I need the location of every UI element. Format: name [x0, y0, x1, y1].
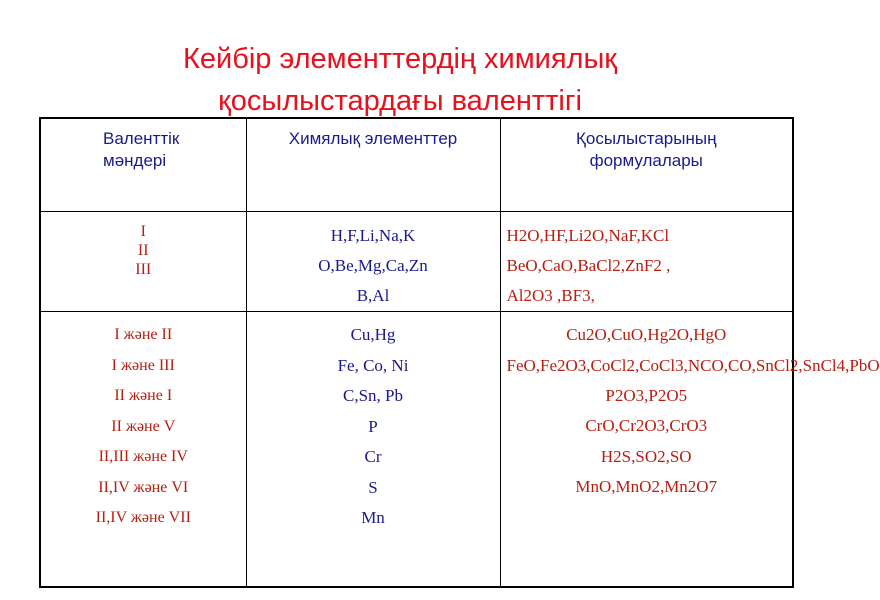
valence-table	[39, 117, 880, 588]
formula-line: P2O3,P2O5	[605, 385, 688, 405]
valence-value: II,IV және VI	[98, 478, 189, 496]
table-header-row	[40, 118, 793, 212]
elements-cell	[246, 312, 500, 588]
header-cell-elements	[246, 118, 500, 212]
formulas-cell	[500, 212, 793, 312]
element-group: S	[368, 477, 378, 497]
table-row	[40, 312, 793, 588]
valence-cell	[40, 212, 246, 312]
element-group: Fe, Co, Ni	[337, 355, 409, 375]
element-group: C,Sn, Pb	[343, 386, 403, 405]
table-row	[40, 212, 793, 312]
formulas-cell	[500, 312, 880, 588]
header-cell-valence	[40, 118, 246, 212]
valence-value: II және I	[114, 387, 173, 404]
header-formulas-line-1: Қосылыстарының	[576, 129, 717, 148]
valence-value: I	[140, 223, 146, 240]
valence-value: II,IV және VII	[95, 509, 191, 526]
element-group: P	[368, 416, 378, 436]
element-group: O,Be,Mg,Ca,Zn	[318, 256, 428, 275]
formula-line: MnO,MnO2,Mn2O7	[575, 477, 718, 496]
header-valence-line-2: мәндері	[103, 151, 167, 170]
element-group: H,F,Li,Na,K	[330, 226, 416, 245]
formula-line: Al2O3 ,BF3,	[506, 286, 595, 305]
element-group: Mn	[361, 508, 385, 527]
title-line-2: қосылыстардағы валенттігі	[218, 85, 582, 117]
valence-value: III	[135, 261, 152, 278]
header-cell-formulas	[500, 118, 793, 212]
formula-line: H2S,SO2,SO	[600, 446, 692, 466]
element-group: Cr	[364, 447, 382, 466]
valence-value: II және V	[111, 417, 176, 435]
formula-line: CrO,Cr2O3,CrO3	[585, 416, 708, 435]
formula-line: Cu2O,CuO,Hg2O,HgO	[566, 325, 727, 344]
header-elements-label: Химялық элементтер	[288, 129, 458, 148]
header-formulas-line-2: формулалары	[589, 151, 703, 170]
title-line-1: Кейбір элементтердің химиялық	[182, 43, 617, 75]
header-valence-line-1: Валенттік	[103, 129, 180, 148]
valence-cell	[40, 312, 246, 588]
formula-line: H2O,HF,Li2O,NaF,KCl	[506, 226, 670, 245]
valence-value: II	[137, 242, 149, 259]
element-group: B,Al	[356, 286, 390, 305]
valence-value: I және III	[111, 356, 175, 374]
elements-cell	[246, 212, 500, 312]
formula-line: FeO,Fe2O3,CoCl2,CoCl3,NCO,CO,SnCl2,SnCl4,PbO	[506, 355, 880, 375]
formula-line: BeO,CaO,BaCl2,ZnF2 ,	[506, 256, 671, 275]
valence-value: II,III және IV	[98, 448, 188, 465]
page-title	[0, 38, 800, 122]
element-group: Cu,Hg	[350, 325, 396, 344]
valence-value: I және II	[114, 326, 173, 343]
